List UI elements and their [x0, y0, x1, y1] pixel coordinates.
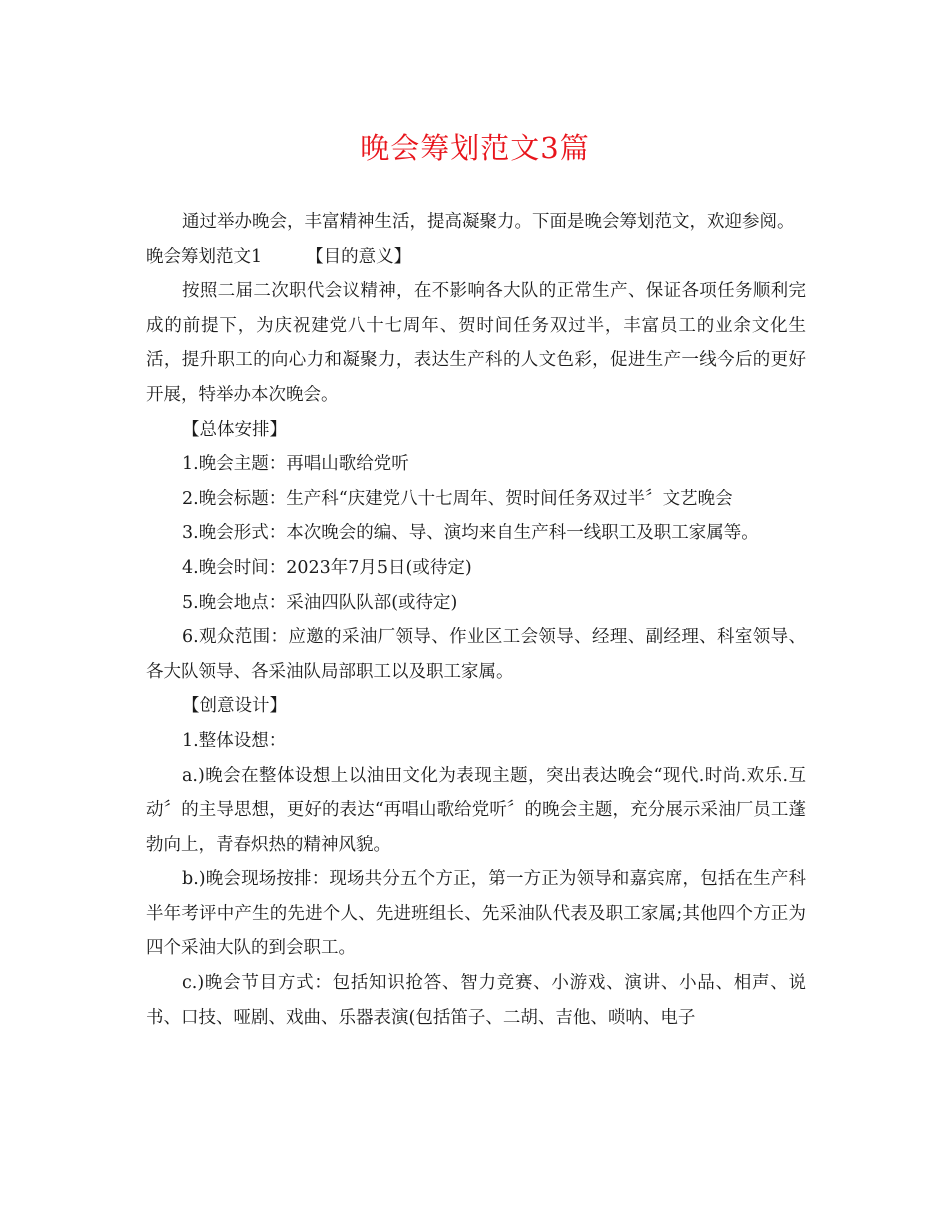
- purpose-paragraph: 按照二届二次职代会议精神，在不影响各大队的正常生产、保证各项任务顺利完成的前提下，为庆祝建党八十七周年、贺时间任务双过半，丰富员工的业余文化生活，提升职工的向心力和凝聚力，表达生产科的人文色彩，促进生产一线今后的更好开展，特举办本次晚会。: [146, 281, 806, 405]
- paragraph-b: b.)晚会现场按排：现场共分五个方正，第一方正为领导和嘉宾席，包括在生产科半年考评中产生的先进个人、先进班组长、先采油队代表及职工家属;其他四个方正为四个采油大队的到会职工。: [146, 869, 806, 959]
- paragraph-c: c.)晚会节目方式：包括知识抢答、智力竞赛、小游戏、演讲、小品、相声、说书、口技、哑剧、戏曲、乐器表演(包括笛子、二胡、吉他、唢呐、电子: [146, 973, 806, 1028]
- purpose-heading: 【目的意义】: [306, 246, 412, 267]
- list-item: 6.观众范围：应邀的采油厂领导、作业区工会领导、经理、副经理、科室领导、各大队领导、各采油队局部职工以及职工家属。: [146, 627, 806, 682]
- list-item: 1.晚会主题：再唱山歌给党听: [182, 454, 409, 475]
- document-title: 晚会筹划范文3篇: [360, 131, 590, 165]
- list-item: 4.晚会时间：2023年7月5日(或待定): [182, 557, 472, 578]
- overall-concept-line: 1.整体设想：: [182, 730, 287, 751]
- list-item: 2.晚会标题：生产科“庆建党八十七周年、贺时间任务双过半〞文艺晚会: [182, 488, 733, 509]
- list-item: 3.晚会形式：本次晚会的编、导、演均来自生产科一线职工及职工家属等。: [182, 523, 759, 544]
- creative-heading: 【创意设计】: [182, 696, 287, 717]
- overall-heading: 【总体安排】: [182, 419, 287, 440]
- document-body: [146, 205, 806, 1035]
- list-item: 5.晚会地点：采油四队队部(或待定): [182, 592, 458, 613]
- section1-label: 晚会筹划范文1: [146, 246, 263, 267]
- section-heading-line: [146, 240, 806, 275]
- heading-gap: [262, 240, 306, 275]
- intro-paragraph: 通过举办晚会，丰富精神生活，提高凝聚力。下面是晚会筹划范文，欢迎参阅。: [182, 212, 795, 232]
- paragraph-a: a.)晚会在整体设想上以油田文化为表现主题，突出表达晚会“现代.时尚.欢乐.互动〞的主导思想，更好的表达“再唱山歌给党听〞的晚会主题，充分展示采油厂员工蓬勃向上，青春炽热的精神风貌。: [146, 765, 806, 855]
